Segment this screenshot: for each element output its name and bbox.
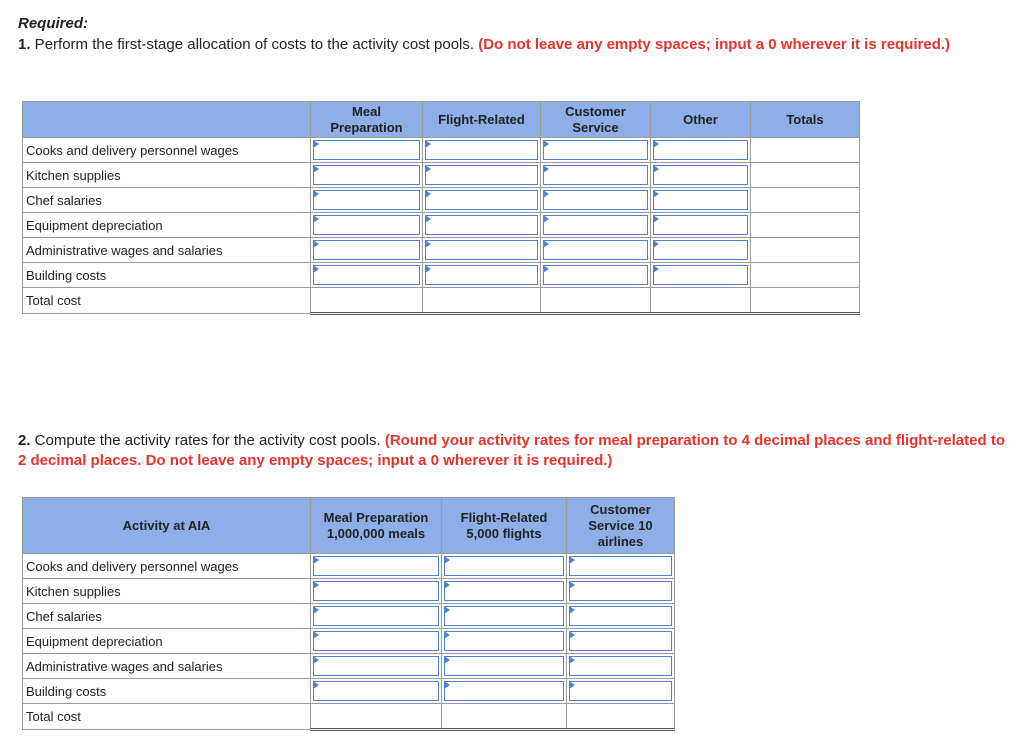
input-box[interactable] [313, 606, 439, 626]
input-marker-icon [569, 606, 575, 614]
row-label: Total cost [23, 704, 311, 730]
input-box[interactable] [543, 190, 648, 210]
amount-input[interactable] [541, 263, 651, 288]
amount-input[interactable] [442, 579, 567, 604]
activity-rate-table-body [23, 554, 675, 730]
table-row [23, 629, 675, 654]
amount-input[interactable] [311, 554, 442, 579]
table-row [23, 263, 860, 288]
amount-input[interactable] [311, 238, 423, 263]
required-heading: Required: [18, 15, 89, 32]
input-marker-icon [653, 165, 659, 173]
input-marker-icon [653, 140, 659, 148]
amount-input[interactable] [311, 138, 423, 163]
amount-input[interactable] [442, 629, 567, 654]
amount-input[interactable] [651, 163, 751, 188]
input-box[interactable] [313, 165, 420, 185]
input-box[interactable] [543, 140, 648, 160]
table1-header-other: Other [651, 102, 751, 138]
input-box[interactable] [444, 631, 564, 651]
input-marker-icon [425, 190, 431, 198]
input-box[interactable] [313, 556, 439, 576]
input-marker-icon [425, 265, 431, 273]
input-box[interactable] [313, 631, 439, 651]
input-marker-icon [313, 656, 319, 664]
input-box[interactable] [653, 190, 748, 210]
total-cell [567, 704, 675, 730]
input-marker-icon [569, 631, 575, 639]
input-marker-icon [313, 556, 319, 564]
input-box[interactable] [444, 606, 564, 626]
table-row [23, 604, 675, 629]
part-1-note: (Do not leave any empty spaces; input a 0 wherever it is required.) [478, 36, 951, 53]
row-label: Administrative wages and salaries [23, 238, 311, 263]
input-box[interactable] [425, 140, 538, 160]
input-box[interactable] [425, 265, 538, 285]
input-box[interactable] [313, 581, 439, 601]
row-label: Kitchen supplies [23, 579, 311, 604]
total-cell [311, 704, 442, 730]
amount-input[interactable] [567, 679, 675, 704]
computed-cell [751, 263, 860, 288]
part-2-note: (Round your activity rates for meal preparation to 4 decimal places and flight-related to 2 decimal places. Do not leave any empty spaces; input a 0 wherever it is required.) [18, 432, 1005, 469]
row-label: Administrative wages and salaries [23, 654, 311, 679]
input-marker-icon [425, 215, 431, 223]
amount-input[interactable] [651, 213, 751, 238]
computed-cell [751, 138, 860, 163]
input-marker-icon [425, 240, 431, 248]
input-marker-icon [543, 140, 549, 148]
table-row [23, 188, 860, 213]
input-box[interactable] [425, 190, 538, 210]
table1-header-meal-preparation: Meal Preparation [311, 102, 423, 138]
amount-input[interactable] [423, 163, 541, 188]
computed-cell [751, 238, 860, 263]
table2-header-meal-preparation: Meal Preparation 1,000,000 meals [311, 498, 442, 554]
instruction-part-2 [18, 431, 1013, 471]
amount-input[interactable] [541, 213, 651, 238]
amount-input[interactable] [567, 654, 675, 679]
table-row [23, 213, 860, 238]
table-row [23, 138, 860, 163]
row-label: Kitchen supplies [23, 163, 311, 188]
input-box[interactable] [653, 165, 748, 185]
row-label: Chef salaries [23, 604, 311, 629]
row-label: Building costs [23, 263, 311, 288]
amount-input[interactable] [423, 263, 541, 288]
input-box[interactable] [313, 140, 420, 160]
input-box[interactable] [425, 240, 538, 260]
part-2-number: 2. [18, 432, 31, 449]
input-marker-icon [425, 140, 431, 148]
amount-input[interactable] [567, 604, 675, 629]
input-box[interactable] [425, 215, 538, 235]
input-box[interactable] [444, 581, 564, 601]
input-box[interactable] [569, 606, 672, 626]
computed-cell [751, 188, 860, 213]
part-2-text: Compute the activity rates for the activity cost pools. [30, 432, 385, 449]
table1-header-flight-related: Flight-Related [423, 102, 541, 138]
amount-input[interactable] [541, 138, 651, 163]
input-marker-icon [313, 190, 319, 198]
input-marker-icon [653, 265, 659, 273]
amount-input[interactable] [311, 579, 442, 604]
input-marker-icon [543, 190, 549, 198]
input-box[interactable] [444, 556, 564, 576]
input-marker-icon [313, 265, 319, 273]
input-marker-icon [543, 165, 549, 173]
total-cell [442, 704, 567, 730]
computed-cell [751, 163, 860, 188]
total-cell [651, 288, 751, 314]
input-box[interactable] [653, 265, 748, 285]
table2-header-flight-related: Flight-Related 5,000 flights [442, 498, 567, 554]
table1-header-label [23, 102, 311, 138]
table-row [23, 554, 675, 579]
row-label: Building costs [23, 679, 311, 704]
amount-input[interactable] [423, 188, 541, 213]
input-box[interactable] [569, 681, 672, 701]
input-box[interactable] [569, 556, 672, 576]
input-box[interactable] [313, 215, 420, 235]
input-marker-icon [444, 631, 450, 639]
input-box[interactable] [569, 631, 672, 651]
input-box[interactable] [569, 581, 672, 601]
amount-input[interactable] [651, 138, 751, 163]
activity-rate-table [22, 497, 675, 731]
input-box[interactable] [313, 681, 439, 701]
input-box[interactable] [444, 681, 564, 701]
input-box[interactable] [313, 240, 420, 260]
instruction-part-1 [18, 35, 1008, 55]
total-cell [311, 288, 423, 314]
table-row [23, 579, 675, 604]
total-row [23, 288, 860, 314]
input-marker-icon [653, 190, 659, 198]
amount-input[interactable] [311, 263, 423, 288]
amount-input[interactable] [651, 263, 751, 288]
row-label: Cooks and delivery personnel wages [23, 138, 311, 163]
row-label: Equipment depreciation [23, 213, 311, 238]
amount-input[interactable] [567, 554, 675, 579]
total-cell [751, 288, 860, 314]
amount-input[interactable] [442, 654, 567, 679]
amount-input[interactable] [567, 579, 675, 604]
input-marker-icon [543, 215, 549, 223]
table2-header-activity: Activity at AIA [23, 498, 311, 554]
input-marker-icon [313, 581, 319, 589]
table-row [23, 679, 675, 704]
input-marker-icon [313, 140, 319, 148]
amount-input[interactable] [442, 679, 567, 704]
amount-input[interactable] [311, 629, 442, 654]
row-label: Equipment depreciation [23, 629, 311, 654]
amount-input[interactable] [311, 188, 423, 213]
amount-input[interactable] [651, 238, 751, 263]
input-box[interactable] [653, 240, 748, 260]
input-marker-icon [313, 240, 319, 248]
computed-cell [751, 213, 860, 238]
amount-input[interactable] [567, 629, 675, 654]
input-marker-icon [313, 165, 319, 173]
input-box[interactable] [543, 165, 648, 185]
input-marker-icon [569, 581, 575, 589]
input-marker-icon [444, 681, 450, 689]
input-box[interactable] [425, 165, 538, 185]
input-marker-icon [653, 215, 659, 223]
input-box[interactable] [313, 656, 439, 676]
input-box[interactable] [444, 656, 564, 676]
input-marker-icon [543, 265, 549, 273]
amount-input[interactable] [541, 238, 651, 263]
table2-header-customer-service: Customer Service 10 airlines [567, 498, 675, 554]
amount-input[interactable] [541, 188, 651, 213]
input-marker-icon [444, 606, 450, 614]
input-box[interactable] [569, 656, 672, 676]
input-box[interactable] [653, 215, 748, 235]
input-marker-icon [313, 681, 319, 689]
row-label: Chef salaries [23, 188, 311, 213]
input-marker-icon [569, 556, 575, 564]
amount-input[interactable] [442, 604, 567, 629]
allocation-table-body [23, 138, 860, 314]
table-row [23, 654, 675, 679]
amount-input[interactable] [442, 554, 567, 579]
part-1-text: Perform the first-stage allocation of costs to the activity cost pools. [30, 36, 479, 53]
input-marker-icon [569, 681, 575, 689]
amount-input[interactable] [311, 213, 423, 238]
allocation-table [22, 101, 860, 315]
input-box[interactable] [313, 190, 420, 210]
input-marker-icon [313, 215, 319, 223]
table-row [23, 238, 860, 263]
amount-input[interactable] [541, 163, 651, 188]
amount-input[interactable] [651, 188, 751, 213]
input-marker-icon [425, 165, 431, 173]
amount-input[interactable] [423, 238, 541, 263]
row-label: Total cost [23, 288, 311, 314]
total-cell [423, 288, 541, 314]
input-marker-icon [444, 656, 450, 664]
amount-input[interactable] [311, 604, 442, 629]
amount-input[interactable] [423, 213, 541, 238]
input-marker-icon [543, 240, 549, 248]
amount-input[interactable] [311, 163, 423, 188]
input-marker-icon [444, 581, 450, 589]
input-box[interactable] [543, 265, 648, 285]
table1-header-totals: Totals [751, 102, 860, 138]
total-row [23, 704, 675, 730]
table-row [23, 163, 860, 188]
input-marker-icon [313, 606, 319, 614]
input-box[interactable] [543, 215, 648, 235]
input-box[interactable] [653, 140, 748, 160]
row-label: Cooks and delivery personnel wages [23, 554, 311, 579]
input-marker-icon [444, 556, 450, 564]
amount-input[interactable] [311, 679, 442, 704]
input-marker-icon [569, 656, 575, 664]
input-marker-icon [653, 240, 659, 248]
table1-header-customer-service: Customer Service [541, 102, 651, 138]
input-marker-icon [313, 631, 319, 639]
part-1-number: 1. [18, 36, 31, 53]
total-cell [541, 288, 651, 314]
amount-input[interactable] [311, 654, 442, 679]
input-box[interactable] [543, 240, 648, 260]
amount-input[interactable] [423, 138, 541, 163]
input-box[interactable] [313, 265, 420, 285]
